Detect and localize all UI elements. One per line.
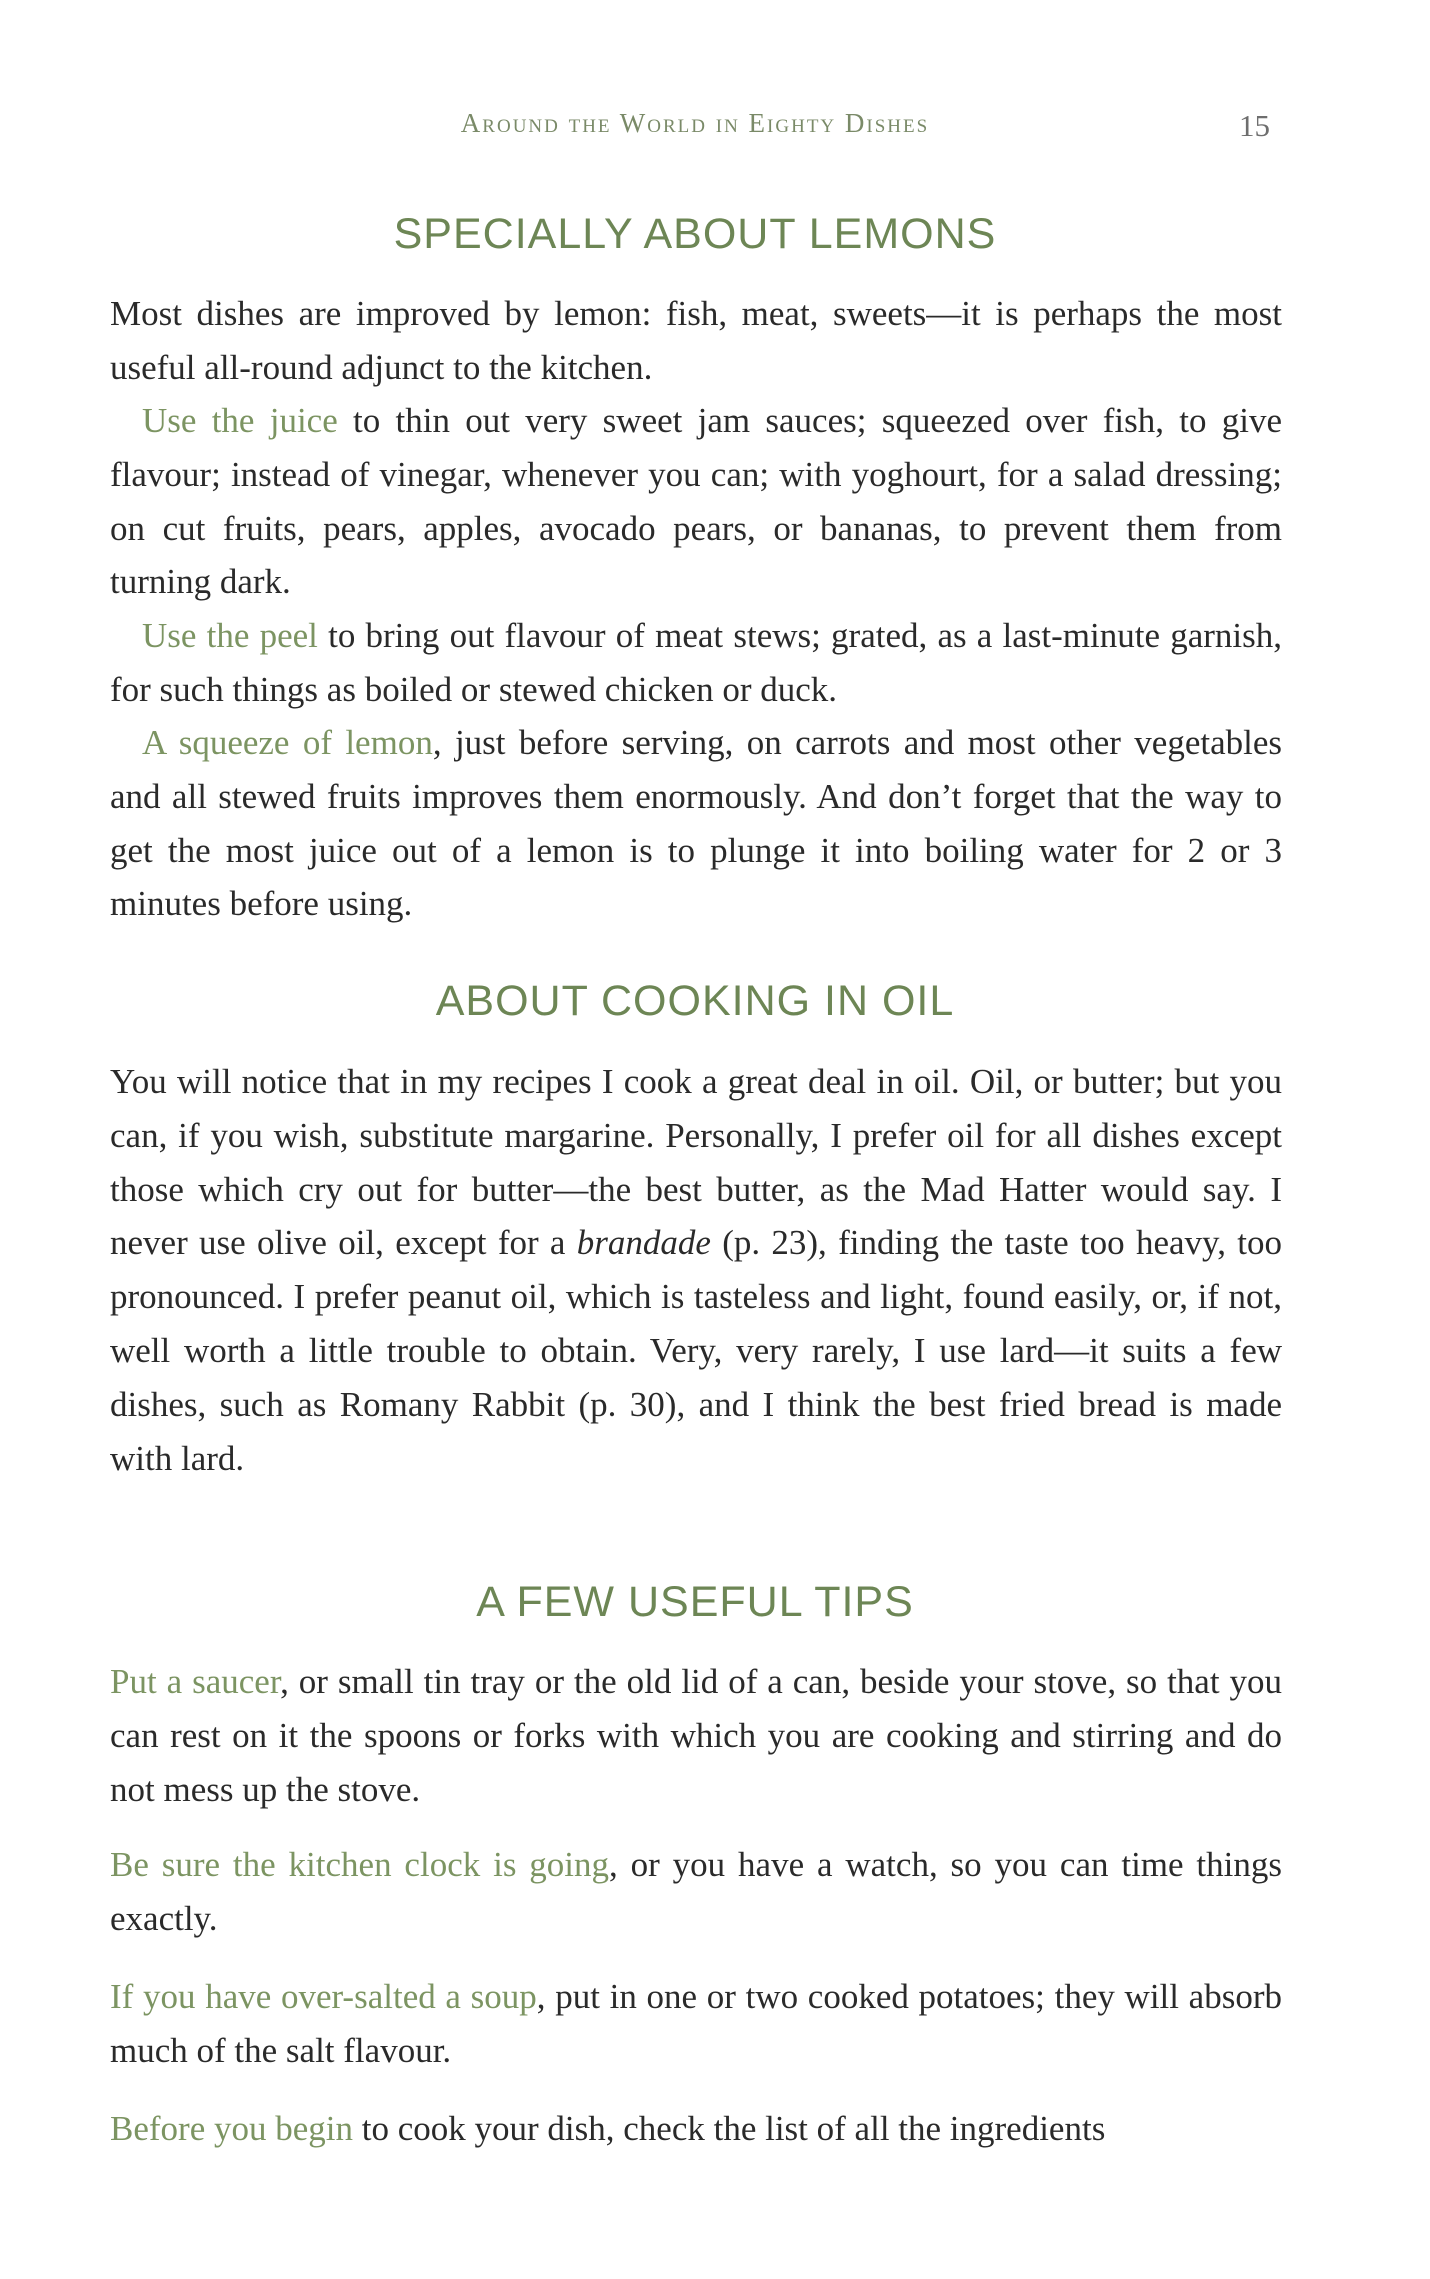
lead-in-phrase: Use the juice [142, 401, 338, 440]
lead-in-phrase: If you have over-salted a soup [110, 1977, 537, 2016]
page-number: 15 [1239, 108, 1270, 143]
paragraph-use-juice [110, 394, 1282, 609]
paragraph-tip-ingredients [110, 2102, 1282, 2156]
paragraph-text: , put in one or two cooked potatoes; they will absorb much of the salt flavour. [110, 1977, 1282, 2070]
paragraph-cooking-oil [110, 1055, 1282, 1485]
lead-in-phrase: Put a saucer [110, 1662, 281, 1701]
paragraph-text: , or you have a watch, so you can time things exactly. [110, 1845, 1282, 1938]
paragraph-text: , or small tin tray or the old lid of a can, beside your stove, so that you can rest on it the spoons or forks with which you are cooking and stirring and do not mess up the stove. [110, 1662, 1282, 1809]
paragraph-lemons-intro [110, 287, 1282, 395]
running-head [0, 108, 1430, 148]
paragraph-text: (p. 23), finding the taste too heavy, too pronounced. I prefer peanut oil, which is tasteless and light, found easily, or, if not, well worth a little trouble to obtain. Very, very rarely, I use lard—it suits a few dishes, such as Romany Rabbit (p. 30), and I think the best fried bread is made with lard. [110, 1223, 1283, 1478]
section-heading-oil: ABOUT COOKING IN OIL [435, 977, 955, 1025]
paragraph-tip-salt [110, 1970, 1282, 2078]
paragraph-text: to thin out very sweet jam sauces; squeezed over fish, to give flavour; instead of vinegar, whenever you can; with yoghourt, for a salad dressing; on cut fruits, pears, apples, avocado pears, or bananas, to prevent them from turning dark. [110, 401, 1282, 602]
paragraph-squeeze-lemon [110, 716, 1282, 931]
paragraph-text: to cook your dish, check the list of all the ingredients [352, 2109, 1106, 2148]
paragraph-tip-clock [110, 1838, 1282, 1946]
lead-in-phrase: Be sure the kitchen clock is going [110, 1845, 610, 1884]
running-title: Around the World in Eighty Dishes [460, 108, 930, 138]
paragraph-text: , just before serving, on carrots and most other vegetables and all stewed fruits improves them enormously. And don’t forget that the way to get the most juice out of a lemon is to plunge it into boiling water for 2 or 3 minutes before using. [110, 723, 1282, 924]
lead-in-phrase: Before you begin [110, 2109, 353, 2148]
lead-in-phrase: A squeeze of lemon [142, 723, 433, 762]
paragraph-use-peel [110, 609, 1282, 717]
lead-in-phrase: Use the peel [142, 616, 318, 655]
paragraph-text: to bring out flavour of meat stews; grated, as a last-minute garnish, for such things as boiled or stewed chicken or duck. [110, 616, 1282, 709]
italic-term: brandade [576, 1223, 711, 1263]
section-heading-tips: A FEW USEFUL TIPS [476, 1578, 914, 1626]
section-heading-lemons: SPECIALLY ABOUT LEMONS [393, 210, 997, 258]
paragraph-text: You will notice that in my recipes I cook a great deal in oil. Oil, or butter; but you can, if you wish, substitute margarine. Personally, I prefer oil for all dishes except those which cry out for butter—the best butter, as the Mad Hatter would say. I never use olive oil, except for a [110, 1062, 1282, 1263]
paragraph-tip-saucer [110, 1655, 1282, 1816]
paragraph-text: Most dishes are improved by lemon: fish, meat, sweets—it is perhaps the most useful all-round adjunct to the kitchen. [110, 294, 1282, 387]
